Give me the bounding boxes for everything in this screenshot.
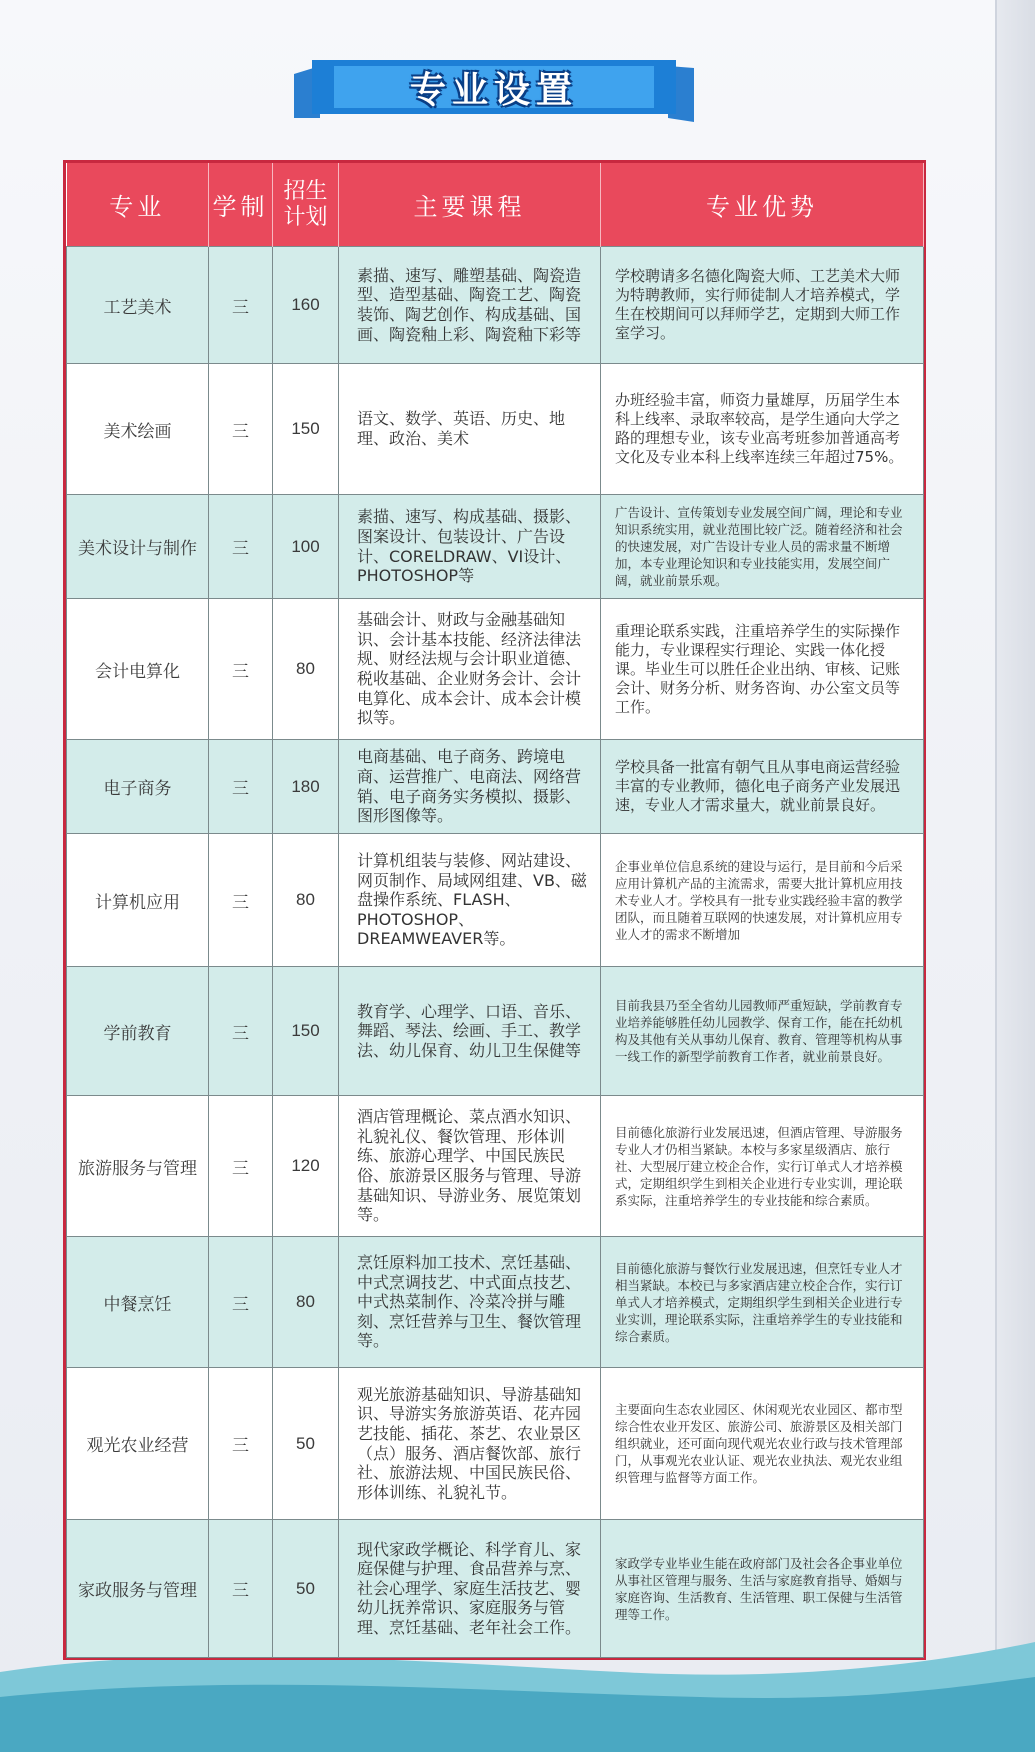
table-row [67, 247, 924, 364]
table-row [67, 1096, 924, 1237]
enrollment-plan: 80 [273, 834, 339, 967]
major-name: 家政服务与管理 [67, 1520, 209, 1658]
major-name: 学前教育 [67, 967, 209, 1096]
duration: 三 [209, 1096, 273, 1237]
enrollment-plan: 50 [273, 1368, 339, 1520]
enrollment-plan: 150 [273, 967, 339, 1096]
major-name: 旅游服务与管理 [67, 1096, 209, 1237]
duration: 三 [209, 364, 273, 495]
main-courses: 教育学、心理学、口语、音乐、舞蹈、琴法、绘画、手工、教学法、幼儿保育、幼儿卫生保健等 [339, 967, 601, 1096]
duration: 三 [209, 967, 273, 1096]
major-name: 计算机应用 [67, 834, 209, 967]
table-row [67, 967, 924, 1096]
major-advantages: 主要面向生态农业园区、休闲观光农业园区、都市型综合性农业开发区、旅游公司、旅游景区及相关部门组织就业，还可面向现代观光农业行政与技术管理部门，从事观光农业认证、观光农业执法、观光农业组织管理与监督等方面工作。 [601, 1368, 924, 1520]
major-advantages: 学校具备一批富有朝气且从事电商运营经验丰富的专业教师，德化电子商务产业发展迅速，专业人才需求量大，就业前景良好。 [601, 740, 924, 834]
main-courses: 素描、速写、雕塑基础、陶瓷造型、造型基础、陶瓷工艺、陶瓷装饰、陶艺创作、构成基础、国画、陶瓷釉上彩、陶瓷釉下彩等 [339, 247, 601, 364]
enrollment-plan: 180 [273, 740, 339, 834]
major-name: 工艺美术 [67, 247, 209, 364]
enrollment-plan: 80 [273, 599, 339, 740]
major-advantages: 目前德化旅游与餐饮行业发展迅速，但烹饪专业人才相当紧缺。本校已与多家酒店建立校企合作，实行订单式人才培养模式，定期组织学生到相关企业进行专业实训，理论联系实际，注重培养学生的专业技能和综合素质。 [601, 1237, 924, 1368]
major-advantages: 办班经验丰富，师资力量雄厚，历届学生本科上线率、录取率较高，是学生通向大学之路的理想专业，该专业高考班参加普通高考文化及专业本科上线率连续三年超过75%。 [601, 364, 924, 495]
major-advantages: 企事业单位信息系统的建设与运行，是目前和今后采应用计算机产品的主流需求，需要大批计算机应用技术专业人才。学校具有一批专业实践经验丰富的教学团队，而且随着互联网的快速发展，对计算机应用专业人才的需求不断增加 [601, 834, 924, 967]
main-courses: 基础会计、财政与金融基础知识、会计基本技能、经济法律法规、财经法规与会计职业道德、税收基础、企业财务会计、会计电算化、成本会计、成本会计模拟等。 [339, 599, 601, 740]
main-courses: 烹饪原料加工技术、烹饪基础、中式烹调技艺、中式面点技艺、中式热菜制作、冷菜冷拼与雕刻、烹饪营养与卫生、餐饮管理等。 [339, 1237, 601, 1368]
duration: 三 [209, 599, 273, 740]
table-row [67, 1237, 924, 1368]
enrollment-plan: 120 [273, 1096, 339, 1237]
duration: 三 [209, 495, 273, 599]
title-banner [294, 60, 694, 124]
header-system: 学制 [209, 163, 273, 247]
header-advantages: 专业优势 [601, 163, 924, 247]
major-advantages: 家政学专业毕业生能在政府部门及社会各企事业单位从事社区管理与服务、生活与家庭教育指导、婚姻与家庭咨询、生活教育、生活管理、职工保健与生活管理等工作。 [601, 1520, 924, 1658]
enrollment-plan: 80 [273, 1237, 339, 1368]
major-name: 电子商务 [67, 740, 209, 834]
duration: 三 [209, 740, 273, 834]
header-plan: 招生计划 [273, 163, 339, 247]
enrollment-plan: 160 [273, 247, 339, 364]
majors-table [63, 160, 926, 1660]
major-name: 美术绘画 [67, 364, 209, 495]
enrollment-plan: 100 [273, 495, 339, 599]
duration: 三 [209, 1368, 273, 1520]
table-row [67, 834, 924, 967]
duration: 三 [209, 1237, 273, 1368]
table-row [67, 740, 924, 834]
major-name: 美术设计与制作 [67, 495, 209, 599]
main-courses: 素描、速写、构成基础、摄影、图案设计、包装设计、广告设计、CORELDRAW、VI设计、PHOTOSHOP等 [339, 495, 601, 599]
table-row [67, 364, 924, 495]
main-courses: 语文、数学、英语、历史、地理、政治、美术 [339, 364, 601, 495]
header-major: 专业 [67, 163, 209, 247]
main-courses: 计算机组装与装修、网站建设、网页制作、局域网组建、VB、磁盘操作系统、FLASH、PHOTOSHOP、DREAMWEAVER等。 [339, 834, 601, 967]
table-row [67, 1368, 924, 1520]
major-advantages: 广告设计、宣传策划专业发展空间广阔，理论和专业知识系统实用，就业范围比较广泛。随着经济和社会的快速发展，对广告设计专业人员的需求量不断增加，本专业理论知识和专业技能实用，发展空间广阔，就业前景乐观。 [601, 495, 924, 599]
major-name: 会计电算化 [67, 599, 209, 740]
major-name: 观光农业经营 [67, 1368, 209, 1520]
enrollment-plan: 50 [273, 1520, 339, 1658]
major-advantages: 目前我县乃至全省幼儿园教师严重短缺，学前教育专业培养能够胜任幼儿园教学、保育工作，能在托幼机构及其他有关从事幼儿保育、教育、管理等机构从事一线工作的新型学前教育工作者，就业前景良好。 [601, 967, 924, 1096]
major-advantages: 学校聘请多名德化陶瓷大师、工艺美术大师为特聘教师，实行师徒制人才培养模式，学生在校期间可以拜师学艺，定期到大师工作室学习。 [601, 247, 924, 364]
main-courses: 现代家政学概论、科学育儿、家庭保健与护理、食品营养与烹、社会心理学、家庭生活技艺、婴幼儿抚养常识、家庭服务与管理、烹饪基础、老年社会工作。 [339, 1520, 601, 1658]
duration: 三 [209, 247, 273, 364]
duration: 三 [209, 1520, 273, 1658]
table-header-row [67, 163, 924, 247]
major-name: 中餐烹饪 [67, 1237, 209, 1368]
main-courses: 观光旅游基础知识、导游基础知识、导游实务旅游英语、花卉园艺技能、插花、茶艺、农业景区（点）服务、酒店餐饮部、旅行社、旅游法规、中国民族民俗、形体训练、礼貌礼节。 [339, 1368, 601, 1520]
major-advantages: 重理论联系实践，注重培养学生的实际操作能力，专业课程实行理论、实践一体化授课。毕业生可以胜任企业出纳、审核、记账会计、财务分析、财务咨询、办公室文员等工作。 [601, 599, 924, 740]
page-title: 专业设置 [409, 70, 578, 111]
right-edge-strip [995, 0, 1035, 1752]
table-row [67, 495, 924, 599]
duration: 三 [209, 834, 273, 967]
table-row [67, 599, 924, 740]
main-courses: 酒店管理概论、菜点酒水知识、礼貌礼仪、餐饮管理、形体训练、旅游心理学、中国民族民俗、旅游景区服务与管理、导游基础知识、导游业务、展览策划等。 [339, 1096, 601, 1237]
enrollment-plan: 150 [273, 364, 339, 495]
major-advantages: 目前德化旅游行业发展迅速，但酒店管理、导游服务专业人才仍相当紧缺。本校与多家星级酒店、旅行社、大型展厅建立校企合作，实行订单式人才培养模式，定期组织学生到相关企业进行专业实训，理论联系实际，注重培养学生的专业技能和综合素质。 [601, 1096, 924, 1237]
table-row [67, 1520, 924, 1658]
header-courses: 主要课程 [339, 163, 601, 247]
main-courses: 电商基础、电子商务、跨境电商、运营推广、电商法、网络营销、电子商务实务模拟、摄影、图形图像等。 [339, 740, 601, 834]
